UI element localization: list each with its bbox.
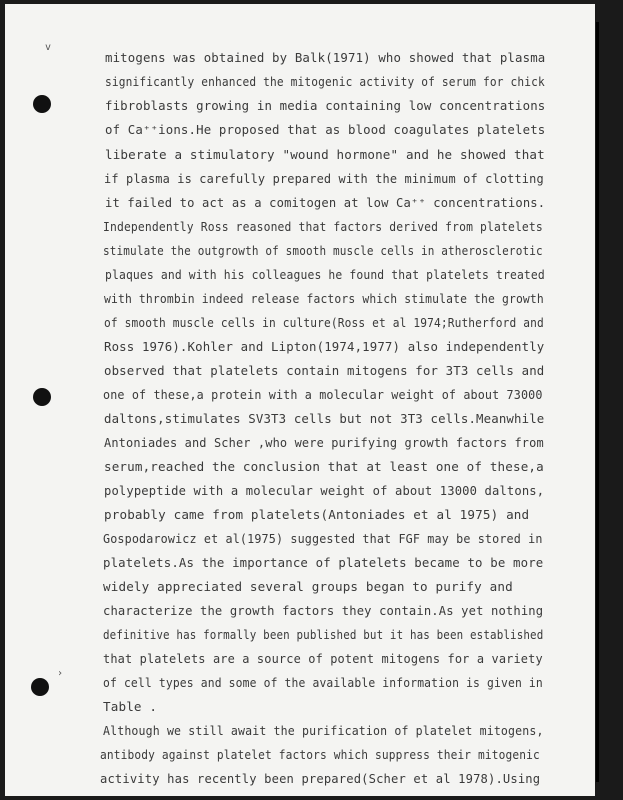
text-line: Ross 1976).Kohler and Lipton(1974,1977) also independently [104,339,545,354]
text-line: definitive has formally been published but it has been established [103,627,544,642]
text-line: significantly enhanced the mitogenic activity of serum for chick [105,74,545,89]
text-line: serum,reached the conclusion that at least one of these,a [104,459,544,474]
text-line: observed that platelets contain mitogens for 3T3 cells and [104,363,545,378]
text-line: antibody against platelet factors which suppress their mitogenic [100,747,540,762]
text-line: of cell types and some of the available information is given in [103,675,543,690]
text-line: of Ca⁺⁺ions.He proposed that as blood coagulates platelets [105,122,546,137]
text-line: it failed to act as a comitogen at low Ca⁺⁺ concentrations. [105,195,546,210]
text-line: activity has recently been prepared(Scher et al 1978).Using [100,771,541,786]
text-line: platelets.As the importance of platelets became to be more [103,555,544,570]
punch-hole-bottom [31,678,49,696]
page-edge-rule [596,22,599,782]
text-line: liberate a stimulatory "wound hormone" and he showed that [105,147,545,162]
margin-mark-icon: v [45,42,52,53]
text-line: if plasma is carefully prepared with the minimum of clotting [104,171,544,186]
punch-hole-top [33,95,51,113]
text-line: characterize the growth factors they contain.As yet nothing [103,603,544,618]
text-line: one of these,a protein with a molecular weight of about 73000 [103,387,543,402]
text-line: mitogens was obtained by Balk(1971) who showed that plasma [105,50,546,65]
text-line: with thrombin indeed release factors which stimulate the growth [104,291,544,306]
text-line: probably came from platelets(Antoniades et al 1975) and [104,507,530,522]
text-line: stimulate the outgrowth of smooth muscle cells in atherosclerotic [103,243,543,258]
text-line: plaques and with his colleagues he found that platelets treated [105,267,545,282]
text-line: Antoniades and Scher ,who were purifying growth factors from [104,435,544,450]
text-line: of smooth muscle cells in culture(Ross et al 1974;Rutherford and [104,315,544,330]
text-line: fibroblasts growing in media containing low concentrations [105,98,546,113]
text-line: Table . [103,699,158,714]
text-line: Independently Ross reasoned that factors derived from platelets [103,219,543,234]
text-line: that platelets are a source of potent mitogens for a variety [103,651,543,666]
text-line: Gospodarowicz et al(1975) suggested that FGF may be stored in [103,531,543,546]
text-line: polypeptide with a molecular weight of about 13000 daltons, [104,483,545,498]
punch-hole-middle [33,388,51,406]
text-line: Although we still await the purification of platelet mitogens, [103,723,544,738]
text-line: widely appreciated several groups began to purify and [103,579,513,594]
typed-page [5,4,595,796]
text-line: daltons,stimulates SV3T3 cells but not 3T3 cells.Meanwhile [104,411,545,426]
margin-mark-icon: › [57,668,64,679]
